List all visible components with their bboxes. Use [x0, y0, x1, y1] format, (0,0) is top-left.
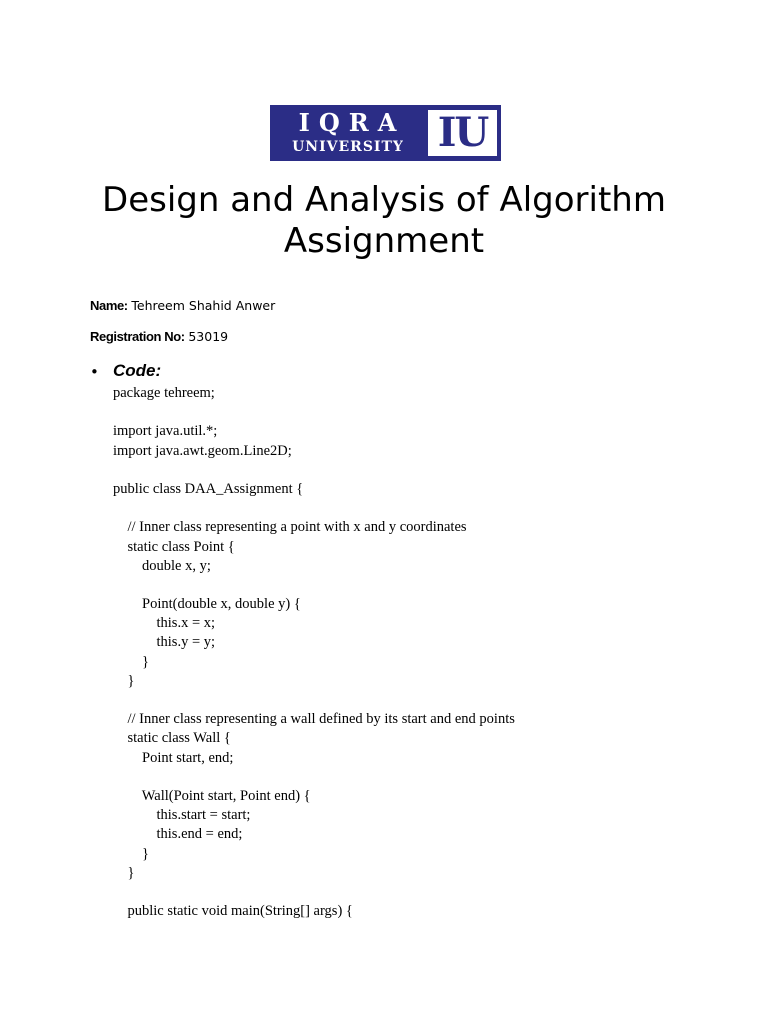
university-logo — [270, 105, 501, 161]
code-heading-label: Code: — [113, 361, 162, 380]
code-line: } — [113, 672, 135, 689]
logo-wordmark — [272, 107, 424, 159]
bullet-icon: • — [90, 363, 99, 381]
code-line: double x, y; — [113, 557, 211, 574]
code-line: static class Point { — [113, 538, 235, 555]
code-line: import java.util.*; — [113, 423, 218, 440]
code-line — [113, 768, 733, 787]
title-line-2: Assignment — [283, 221, 485, 261]
code-line: // Inner class representing a wall defined by its start and end points — [113, 711, 515, 728]
code-line — [113, 883, 733, 902]
code-line: } — [113, 653, 149, 670]
code-line: Point start, end; — [113, 749, 234, 766]
code-line: package tehreem; — [113, 385, 215, 401]
logo-iu-mark: IU — [437, 109, 488, 156]
code-line: public class DAA_Assignment { — [113, 480, 304, 497]
name-value: Tehreem Shahid Anwer — [131, 298, 276, 313]
code-line: } — [113, 845, 149, 862]
code-line: this.end = end; — [113, 826, 243, 843]
code-line: static class Wall { — [113, 730, 231, 747]
document-title — [60, 180, 708, 262]
registration-value: 53019 — [188, 329, 229, 344]
code-line: Point(double x, double y) { — [113, 596, 301, 613]
code-line: // Inner class representing a point with x and y coordinates — [113, 519, 467, 536]
code-line: public static void main(String[] args) { — [113, 903, 353, 920]
logo-university-text: UNIVERSITY — [292, 139, 404, 155]
logo-iqra-text: IQRA — [298, 108, 406, 137]
student-name-line — [90, 297, 275, 315]
registration-label: Registration No: — [90, 329, 185, 344]
code-line: this.start = start; — [113, 807, 251, 824]
code-line — [113, 576, 733, 595]
code-line: Wall(Point start, Point end) { — [113, 787, 311, 804]
registration-line — [90, 328, 228, 346]
code-line — [113, 691, 733, 710]
code-line: this.y = y; — [113, 634, 216, 651]
code-line — [113, 461, 733, 480]
code-line: } — [113, 864, 135, 881]
code-line — [113, 403, 733, 422]
code-block — [113, 384, 733, 921]
code-line: import java.awt.geom.Line2D; — [113, 442, 292, 459]
title-line-1: Design and Analysis of Algorithm — [102, 180, 666, 220]
code-line: this.x = x; — [113, 615, 216, 632]
logo-mark-box — [428, 110, 497, 156]
name-label: Name: — [90, 298, 128, 313]
code-line — [113, 499, 733, 518]
